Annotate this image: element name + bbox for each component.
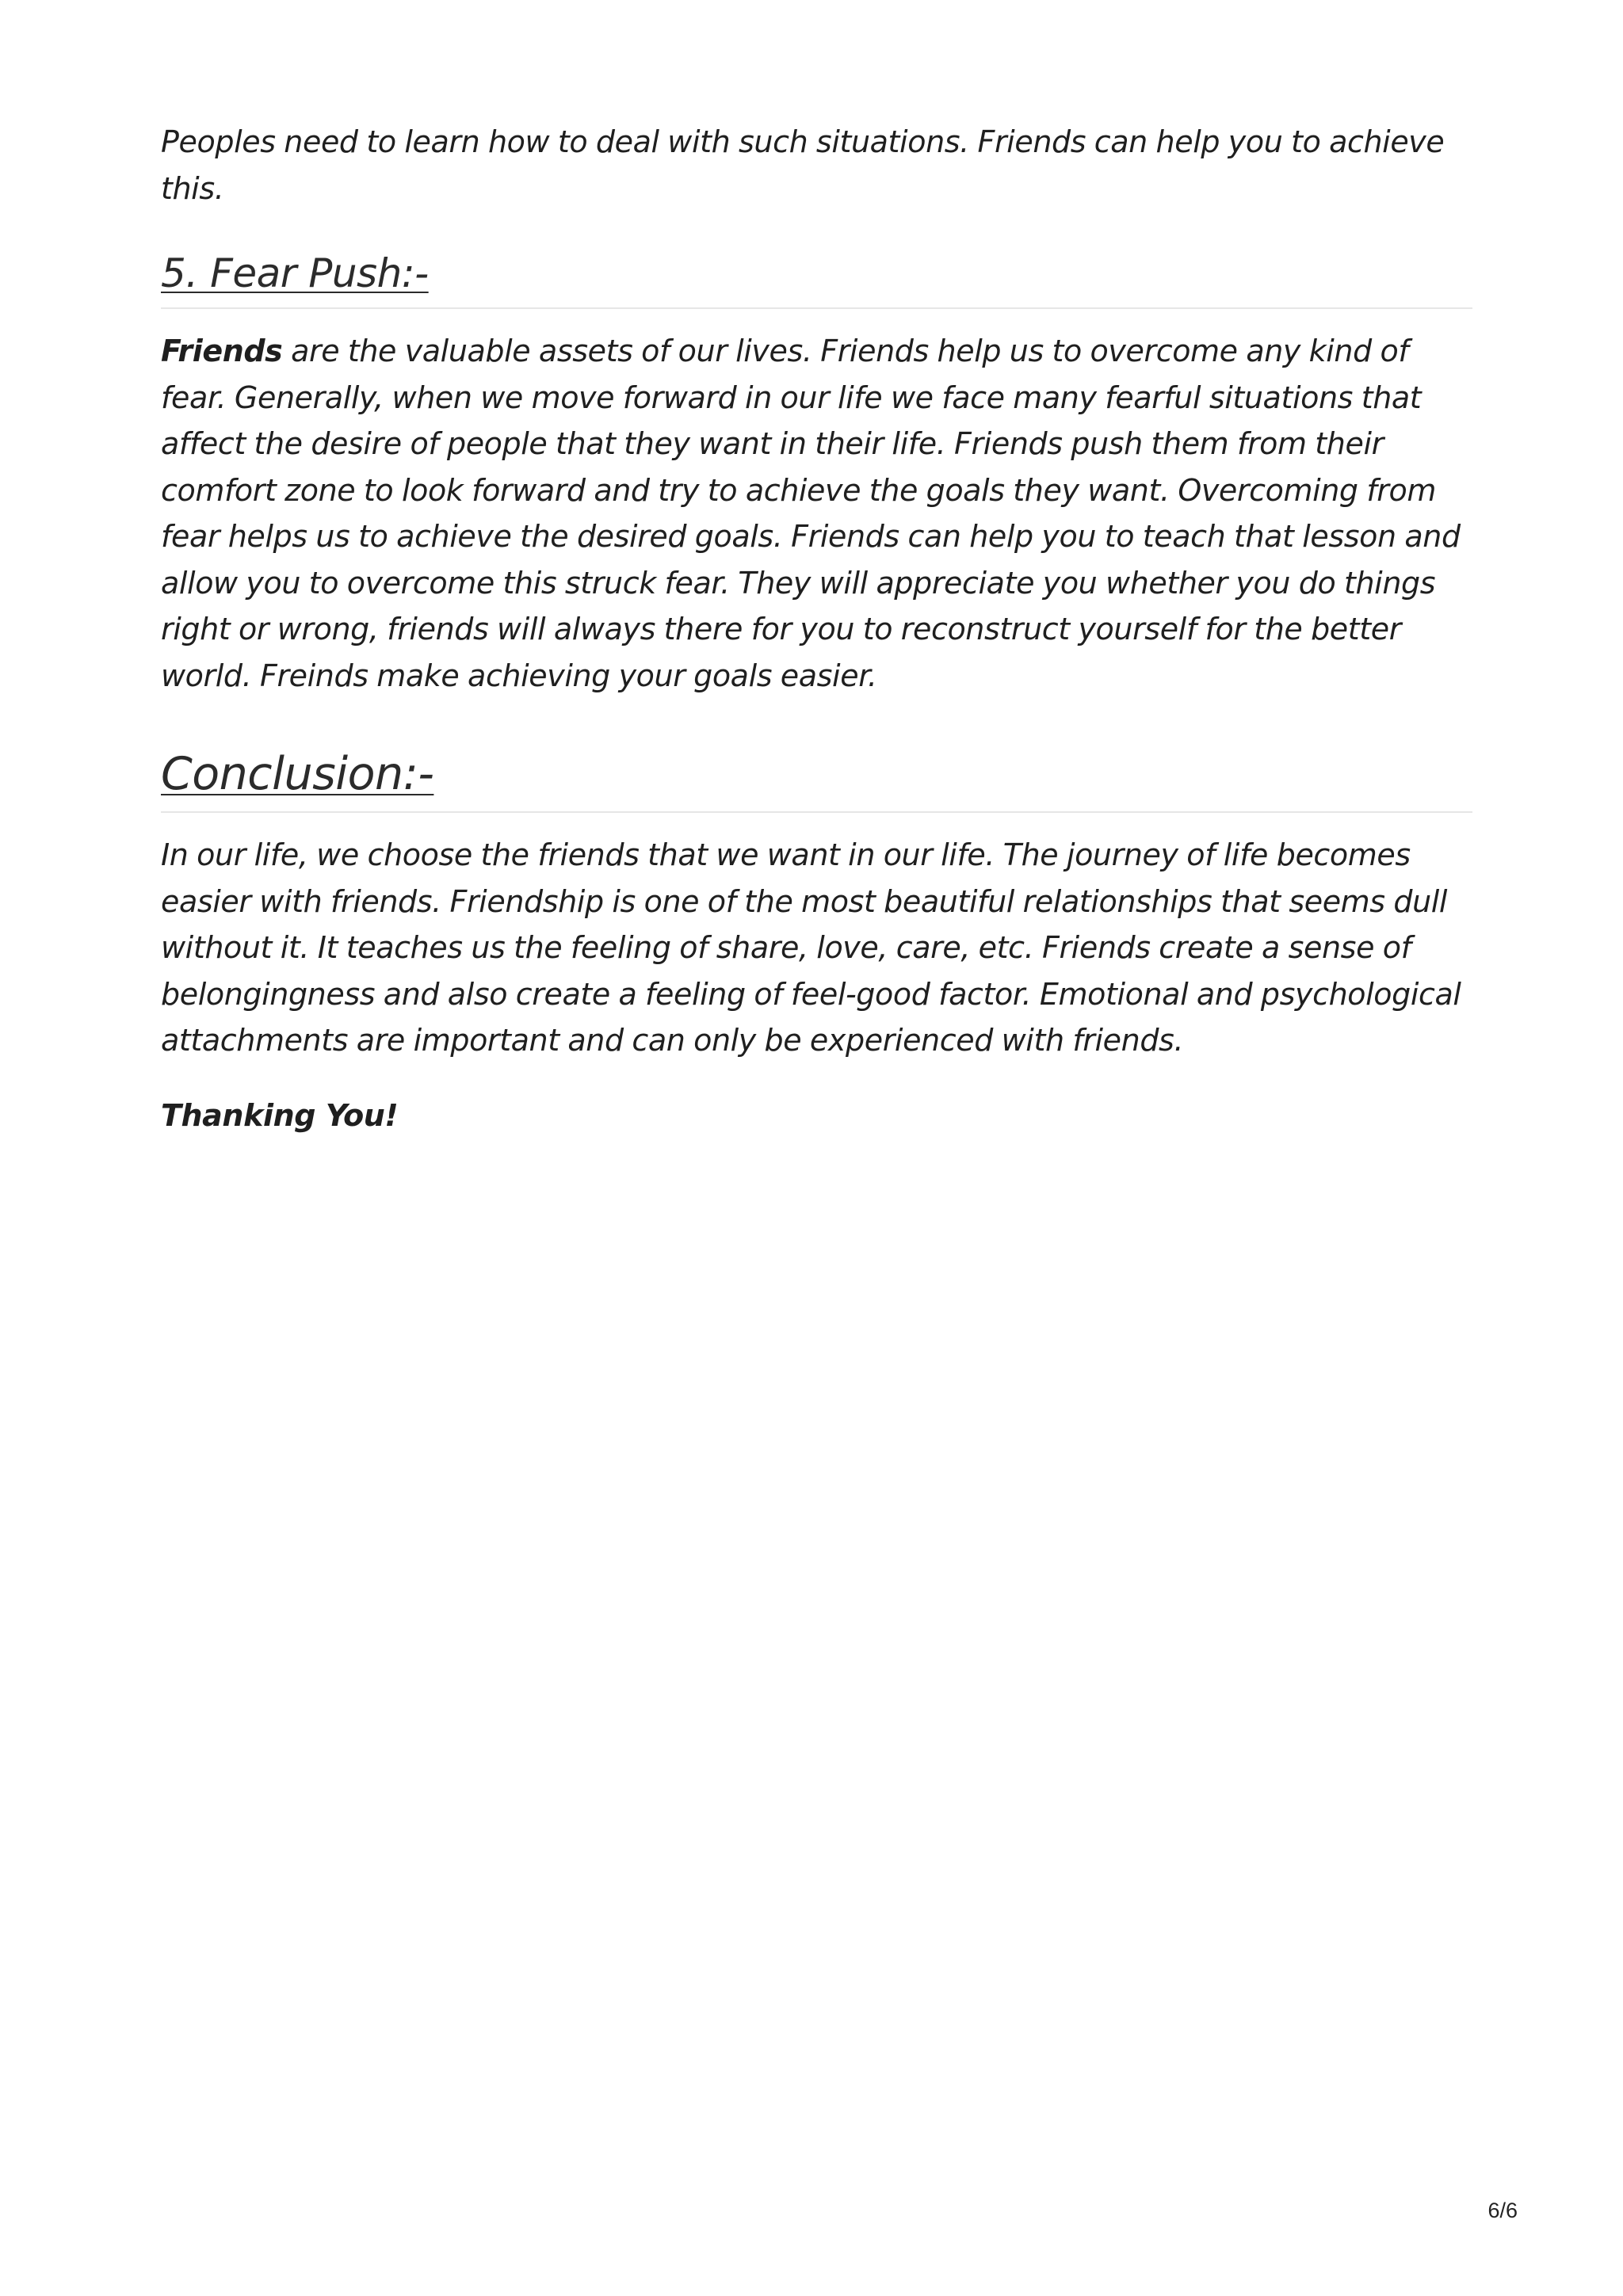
closing-line: Thanking You! xyxy=(161,1097,399,1133)
fear-push-lead-bold: Friends xyxy=(161,334,283,368)
intro-paragraph: Peoples need to learn how to deal with such situations. Friends can help you to achieve this. xyxy=(161,124,1445,206)
conclusion-paragraph: In our life, we choose the friends that we want in our life. The journey of life becomes easier with friends. Friendship is one of the most beautiful relationships that seems dull without it. It teaches us the feeling of share, love, care, etc. Friends create a sense of belongingness and also create a feeling of feel-good factor. Emotional and psychological attachments are important and can only be experienced with friends. xyxy=(161,837,1461,1058)
fear-push-paragraph xyxy=(161,328,1472,699)
fear-push-heading: 5. Fear Push:- xyxy=(161,249,1472,309)
fear-push-body: are the valuable assets of our lives. Friends help us to overcome any kind of fear. Generally, when we move forward in our life we face many fearful situations that affect the desire of people that they want in their life. Friends push them from their comfort zone to look forward and try to achieve the goals they want. Overcoming from fear helps us to achieve the desired goals. Friends can help you to teach that lesson and allow you to overcome this struck fear. They will appreciate you whether you do things right or wrong, friends will always there for you to reconstruct yourself for the better world. Freinds make achieving your goals easier. xyxy=(161,334,1461,693)
page-number: 6/6 xyxy=(1487,2199,1518,2222)
conclusion-heading: Conclusion:- xyxy=(161,746,1472,813)
article-content xyxy=(161,119,1472,1138)
